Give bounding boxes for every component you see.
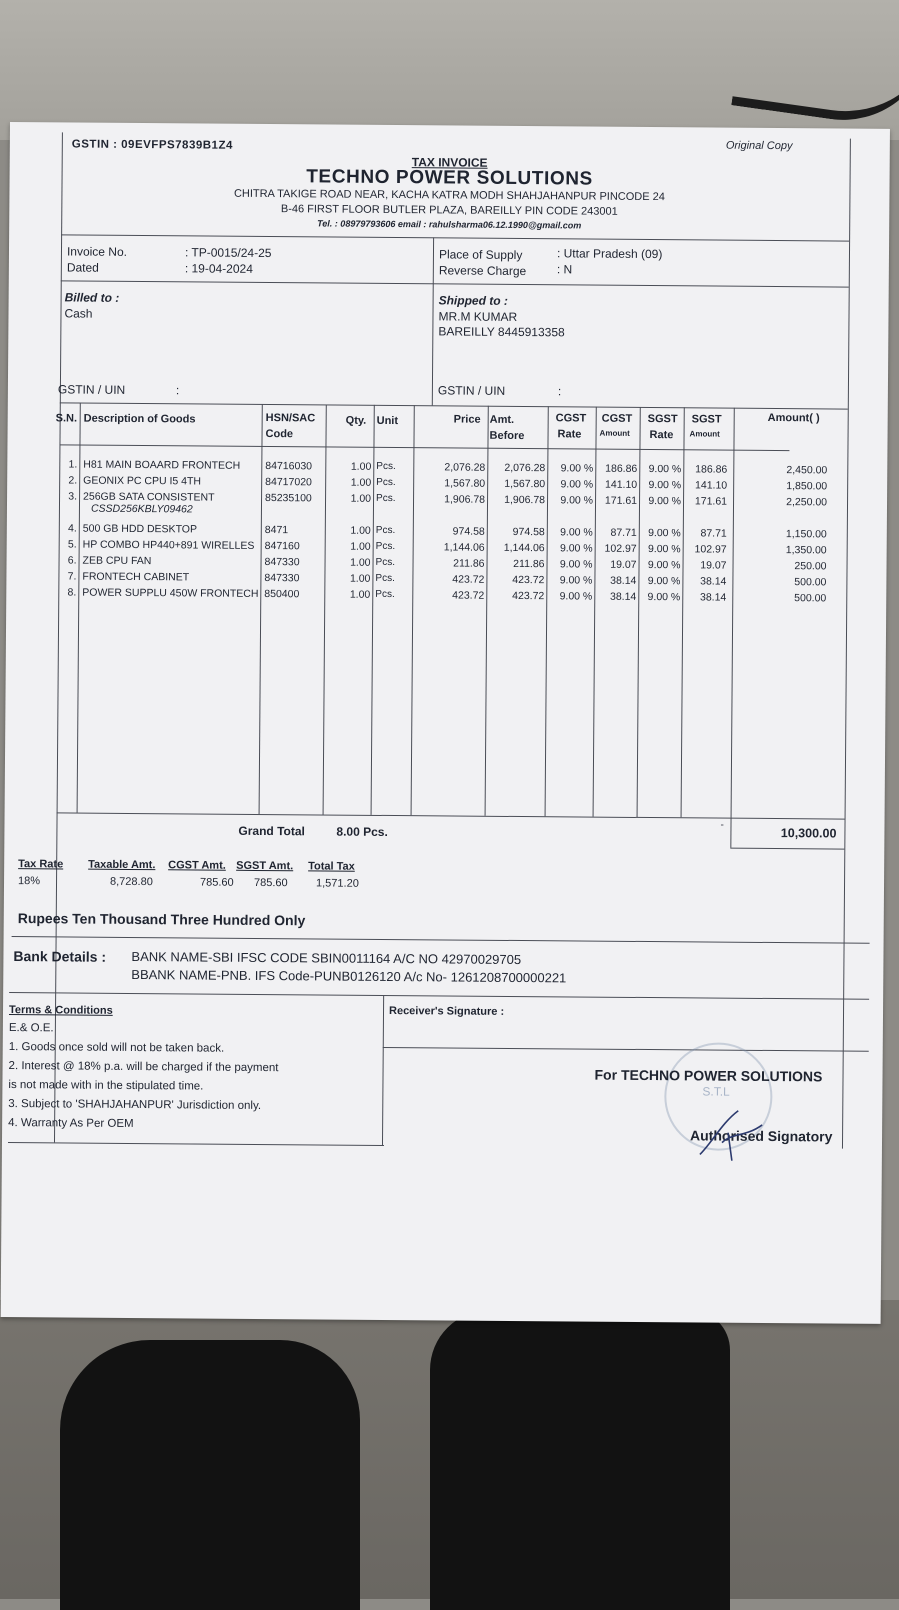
item-sn-cell: 5. <box>67 538 77 551</box>
item-ca-cell: 87.71 <box>610 526 637 539</box>
item-qty-cell: 1.00 <box>350 556 371 569</box>
dated-value: : 19-04-2024 <box>184 261 253 276</box>
item-amt-cell: 2,076.28 <box>504 461 546 475</box>
rule-receiver <box>383 1047 869 1052</box>
rule-terms-divider <box>382 995 384 1145</box>
grand-total-qty: 8.00 Pcs. <box>336 824 388 839</box>
item-total-cell: 500.00 <box>794 592 827 605</box>
rule-table-top <box>60 402 848 409</box>
item-qty-cell: 1.00 <box>349 588 371 601</box>
place-of-supply-label: Place of Supply <box>438 247 523 263</box>
th-sgst-amount-2: Amount <box>689 429 720 439</box>
receivers-signature: Receiver's Signature : <box>388 1005 505 1018</box>
item-amt-cell: 974.58 <box>512 525 545 539</box>
item-sa-cell: 141.10 <box>694 479 728 492</box>
invoice-no-value: : TP-0015/24-25 <box>184 245 272 261</box>
authorised-signatory: Authorised Signatory <box>689 1127 833 1145</box>
tax-summary-cgst: 785.60 <box>199 876 234 889</box>
item-hsn-cell: 85235100 <box>265 492 312 505</box>
item-sa-cell: 38.14 <box>699 591 727 604</box>
item-cr-cell: 9.00 % <box>559 558 593 571</box>
tax-summary-header-cgst: CGST Amt. <box>168 859 226 872</box>
th-qty: Qty. <box>345 414 367 427</box>
tax-summary-rate: 18% <box>17 875 41 888</box>
invoice-paper <box>1 122 890 1324</box>
item-sa-cell: 87.71 <box>700 527 727 540</box>
item-ca-cell: 186.86 <box>605 462 638 475</box>
th-cgst-rate: CGST <box>555 412 587 425</box>
item-price-cell: 2,076.28 <box>444 461 486 474</box>
item-sn-cell: 8. <box>67 586 77 599</box>
item-qty-cell: 1.00 <box>349 572 371 585</box>
item-amt-cell: 1,144.06 <box>503 541 545 555</box>
item-ca-cell: 141.10 <box>604 478 638 491</box>
item-price-cell: 1,906.78 <box>444 493 486 506</box>
item-desc-cell: POWER SUPPLU 450W FRONTECH <box>82 586 259 600</box>
billed-to-label: Billed to : <box>64 290 120 305</box>
doc-title: TAX INVOICE <box>411 155 488 170</box>
rule-words <box>12 936 870 944</box>
item-amt-cell: 423.72 <box>512 589 545 603</box>
item-price-cell: 1,567.80 <box>444 477 486 490</box>
for-company: For TECHNO POWER SOLUTIONS <box>594 1066 823 1085</box>
item-qty-cell: 1.00 <box>350 524 371 537</box>
item-ca-cell: 38.14 <box>610 574 637 587</box>
terms-item: 1. Goods once sold will not be taken back. <box>8 1041 225 1055</box>
item-cr-cell: 9.00 % <box>560 478 594 491</box>
item-sn-cell: 7. <box>67 570 77 583</box>
item-total-cell: 1,150.00 <box>785 528 827 541</box>
item-ca-cell: 19.07 <box>610 558 637 571</box>
gstin-uin-shipped-colon: : <box>557 384 562 399</box>
item-price-cell: 211.86 <box>453 557 485 570</box>
th-cgst-amt: CGST <box>601 412 633 425</box>
th-description: Description of Goods <box>83 412 196 426</box>
item-desc-cell: ZEB CPU FAN <box>82 554 152 568</box>
reverse-charge-label: Reverse Charge <box>438 263 527 279</box>
item-amt-cell: 1,906.78 <box>504 493 546 507</box>
th-amount: Amount( ) <box>767 411 820 425</box>
tax-summary-header-taxable: Taxable Amt. <box>88 858 156 872</box>
item-sa-cell: 102.97 <box>694 543 727 556</box>
rule-terms-bottom <box>8 1142 384 1146</box>
item-price-cell: 1,144.06 <box>443 541 485 554</box>
item-unit-cell: Pcs. <box>375 556 396 569</box>
item-sn-cell: 4. <box>67 522 77 535</box>
item-desc-cell: H81 MAIN BOAARD FRONTECH <box>83 458 241 472</box>
item-unit-cell: Pcs. <box>376 476 396 489</box>
item-unit-cell: Pcs. <box>376 492 396 505</box>
item-sr-cell: 9.00 % <box>648 495 682 508</box>
item-sa-cell: 186.86 <box>695 463 728 476</box>
th-sn: S.N. <box>55 412 78 425</box>
item-hsn-cell: 84716030 <box>265 460 313 473</box>
item-price-cell: 423.72 <box>452 573 485 586</box>
item-sn-cell: 3. <box>68 490 78 503</box>
item-hsn-cell: 850400 <box>264 588 300 601</box>
gstin-uin-billed-colon: : <box>175 383 180 398</box>
rule-total-box <box>730 848 844 850</box>
rule-table-bottom <box>57 812 845 819</box>
shipped-to-name: MR.M KUMAR <box>438 309 518 324</box>
item-sn-cell: 1. <box>68 458 78 471</box>
shipped-to-address: BAREILLY 8445913358 <box>438 324 565 340</box>
tax-summary-header-rate: Tax Rate <box>18 858 64 871</box>
item-total-cell: 1,350.00 <box>785 544 827 557</box>
floor <box>0 1300 899 1599</box>
item-amt-cell: 423.72 <box>512 573 545 587</box>
item-price-cell: 974.58 <box>452 525 485 538</box>
bank-details-line-1: BANK NAME-SBI IFSC CODE SBIN0011164 A/C NO 42970029705 <box>131 948 522 968</box>
item-amt-cell: 211.86 <box>513 557 545 571</box>
item-sr-cell: 9.00 % <box>648 463 682 476</box>
item-hsn-cell: 847160 <box>264 540 300 553</box>
item-sr-cell: 9.00 % <box>647 543 681 556</box>
item-sa-cell: 38.14 <box>700 575 727 588</box>
item-amt-cell: 1,567.80 <box>504 477 546 491</box>
serial-note: CSSD256KBLY09462 <box>90 502 193 516</box>
item-ca-cell: 38.14 <box>609 590 637 603</box>
rule-header <box>61 234 849 241</box>
item-sa-cell: 171.61 <box>694 495 728 508</box>
item-hsn-cell: 8471 <box>264 524 289 537</box>
terms-item: E.& O.E. <box>8 1022 54 1035</box>
item-sn-cell: 6. <box>67 554 77 567</box>
rule-bank <box>9 992 869 1000</box>
gstin-header: GSTIN : 09EVFPS7839B1Z4 <box>71 138 233 152</box>
item-cr-cell: 9.00 % <box>559 542 593 555</box>
stamp-text: S.T.L <box>702 1084 730 1099</box>
item-total-cell: 2,450.00 <box>786 464 828 477</box>
company-name: TECHNO POWER SOLUTIONS <box>306 166 593 190</box>
billed-to-value: Cash <box>64 306 93 321</box>
tax-summary-total: 1,571.20 <box>315 877 359 890</box>
tax-summary-header-total: Total Tax <box>308 860 355 873</box>
gstin-uin-shipped: GSTIN / UIN <box>437 383 506 398</box>
item-unit-cell: Pcs. <box>375 588 395 601</box>
item-price-cell: 423.72 <box>452 589 485 602</box>
th-cgst-rate-2: Rate <box>557 428 582 441</box>
rule-invoice <box>61 280 849 287</box>
terms-title: Terms & Conditions <box>8 1004 113 1017</box>
item-sr-cell: 9.00 % <box>648 479 682 492</box>
contact-line: Tel. : 08979793606 email : rahulsharma06.12.1990@gmail.com <box>317 218 582 231</box>
item-total-cell: 500.00 <box>794 576 827 589</box>
item-sr-cell: 9.00 % <box>647 591 681 604</box>
shipped-to-label: Shipped to : <box>438 293 508 308</box>
terms-item: 3. Subject to 'SHAHJAHANPUR' Jurisdiction only. <box>8 1098 262 1113</box>
item-qty-cell: 1.00 <box>350 460 372 473</box>
th-sgst-rate: SGST <box>647 413 678 426</box>
terms-item: 4. Warranty As Per OEM <box>8 1117 134 1131</box>
th-sgst-amt: SGST <box>691 413 722 426</box>
copy-label: Original Copy <box>725 139 793 153</box>
item-unit-cell: Pcs. <box>375 572 395 585</box>
th-hsn: HSN/SAC <box>265 412 316 425</box>
gstin-uin-billed: GSTIN / UIN <box>57 382 126 397</box>
item-hsn-cell: 847330 <box>264 572 300 585</box>
frame-left <box>54 132 63 1142</box>
item-total-cell: 2,250.00 <box>786 496 828 509</box>
item-cr-cell: 9.00 % <box>560 462 594 475</box>
item-hsn-cell: 84717020 <box>265 476 312 489</box>
th-hsn-code: Code <box>265 428 294 441</box>
address-line-2: B-46 FIRST FLOOR BUTLER PLAZA, BAREILLY PIN CODE 243001 <box>280 203 618 218</box>
item-cr-cell: 9.00 % <box>560 494 594 507</box>
grand-total-amount: 10,300.00 <box>780 826 837 841</box>
th-amt: Amt. <box>489 413 515 426</box>
bank-details-label: Bank Details : <box>13 948 107 965</box>
item-ca-cell: 171.61 <box>604 494 638 507</box>
item-qty-cell: 1.00 <box>350 476 372 489</box>
th-sgst-rate-2: Rate <box>649 429 674 442</box>
item-sr-cell: 9.00 % <box>647 559 681 572</box>
item-unit-cell: Pcs. <box>376 460 396 473</box>
item-sa-cell: 19.07 <box>700 559 727 572</box>
reverse-charge-value: : N <box>556 262 573 277</box>
item-desc-cell: FRONTECH CABINET <box>82 570 190 584</box>
item-desc-cell: 256GB SATA CONSISTENT <box>83 490 215 504</box>
terms-item: 2. Interest @ 18% p.a. will be charged if the payment <box>8 1060 279 1075</box>
item-desc-cell: GEONIX PC CPU I5 4TH <box>83 474 202 488</box>
item-unit-cell: Pcs. <box>375 540 396 553</box>
rule-middle <box>432 237 434 405</box>
address-line-1: CHITRA TAKIGE ROAD NEAR, KACHA KATRA MODH SHAHJAHANPUR PINCODE 24 <box>233 187 665 204</box>
item-desc-cell: HP COMBO HP440+891 WIRELLES <box>82 538 255 552</box>
item-sr-cell: 9.00 % <box>647 575 681 588</box>
item-total-cell: 250.00 <box>794 560 827 573</box>
rule-table-header <box>59 444 789 451</box>
item-cr-cell: 9.00 % <box>559 574 593 587</box>
frame-right <box>842 139 851 1149</box>
item-qty-cell: 1.00 <box>350 540 371 553</box>
shoe-left <box>60 1340 360 1610</box>
item-hsn-cell: 847330 <box>264 556 300 569</box>
signature-scribble <box>692 1102 772 1163</box>
th-unit: Unit <box>376 414 399 428</box>
th-cgst-amount-2: Amount <box>599 428 630 438</box>
bank-details-line-2: BBANK NAME-PNB. IFS Code-PUNB0126120 A/c No- 1261208700000221 <box>131 966 567 986</box>
invoice-no-label: Invoice No. <box>66 244 128 259</box>
tax-summary-sgst: 785.60 <box>253 876 288 890</box>
tax-summary-taxable: 8,728.80 <box>109 875 153 889</box>
dated-label: Dated <box>66 260 99 275</box>
grand-total-tick: - <box>720 819 724 831</box>
item-total-cell: 1,850.00 <box>786 480 828 493</box>
item-sn-cell: 2. <box>68 474 78 487</box>
grand-total-label: Grand Total <box>238 823 305 839</box>
amount-in-words: Rupees Ten Thousand Three Hundred Only <box>17 910 306 929</box>
th-price: Price <box>453 413 481 426</box>
shoe-right <box>430 1310 730 1610</box>
item-cr-cell: 9.00 % <box>559 590 593 603</box>
item-sr-cell: 9.00 % <box>648 527 681 540</box>
tax-summary-header-sgst: SGST Amt. <box>236 859 294 873</box>
item-ca-cell: 102.97 <box>604 542 637 555</box>
item-cr-cell: 9.00 % <box>560 526 593 539</box>
th-amt-before: Before <box>489 429 525 443</box>
terms-item: is not made with in the stipulated time. <box>8 1079 204 1093</box>
col-line-total <box>730 818 731 848</box>
place-of-supply-value: : Uttar Pradesh (09) <box>556 246 663 262</box>
item-unit-cell: Pcs. <box>375 524 396 537</box>
item-qty-cell: 1.00 <box>350 492 372 505</box>
item-desc-cell: 500 GB HDD DESKTOP <box>82 522 198 536</box>
